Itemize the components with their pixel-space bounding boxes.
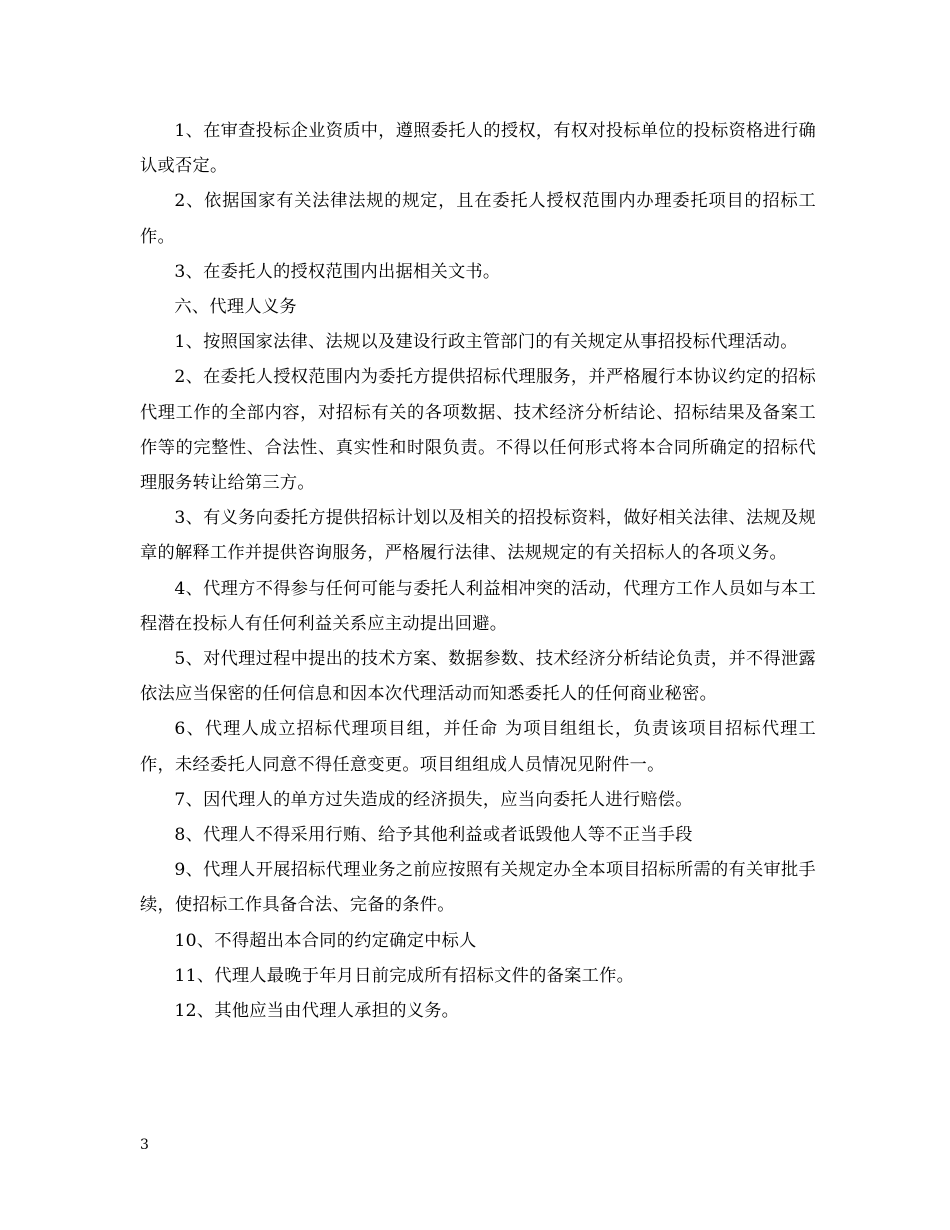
paragraph-scope-issue-documents: 3、在委托人的授权范围内出据相关文书。	[174, 261, 501, 282]
paragraph-scope-handle-tendering: 2、依据国家有关法律法规的规定，且在委托人授权范围内办理委托项目的招标工作。	[140, 191, 816, 247]
paragraph-obligation-3: 3、有义务向委托方提供招标计划以及相关的招投标资料，做好相关法律、法规及规章的解释工作并提供咨询服务，严格履行法律、法规规定的有关招标人的各项义务。	[140, 508, 816, 564]
paragraph-obligation-12: 12、其他应当由代理人承担的义务。	[174, 1001, 460, 1022]
paragraph-obligation-11: 11、代理人最晚于年月日前完成所有招标文件的备案工作。	[174, 965, 635, 986]
paragraph-obligation-5: 5、对代理过程中提出的技术方案、数据参数、技术经济分析结论负责，并不得泄露依法应当保密的任何信息和因本次代理活动而知悉委托人的任何商业秘密。	[140, 649, 816, 705]
paragraph-obligation-9: 9、代理人开展招标代理业务之前应按照有关规定办全本项目招标所需的有关审批手续，使招标工作具备合法、完备的条件。	[140, 860, 816, 916]
paragraph-obligation-6: 6、代理人成立招标代理项目组，并任命 为项目组组长，负责该项目招标代理工作，未经委托人同意不得任意变更。项目组组成人员情况见附件一。	[140, 719, 816, 775]
paragraph-obligation-8: 8、代理人不得采用行贿、给予其他利益或者诋毁他人等不正当手段	[174, 825, 693, 846]
paragraph-obligation-2: 2、在委托人授权范围内为委托方提供招标代理服务，并严格履行本协议约定的招标代理工作的全部内容，对招标有关的各项数据、技术经济分析结论、招标结果及备案工作等的完整性、合法性、真实性和时限负责。不得以任何形式将本合同所确定的招标代理服务转让给第三方。	[140, 367, 816, 494]
paragraph-obligation-7: 7、因代理人的单方过失造成的经济损失，应当向委托人进行赔偿。	[174, 789, 693, 810]
document-body	[140, 114, 816, 1029]
section-heading-agent-obligations: 六、代理人义务	[174, 297, 297, 318]
paragraph-scope-qualification-review: 1、在审查投标企业资质中，遵照委托人的授权，有权对投标单位的投标资格进行确认或否定。	[140, 121, 816, 177]
paragraph-obligation-1: 1、按照国家法律、法规以及建设行政主管部门的有关规定从事招投标代理活动。	[174, 332, 798, 353]
paragraph-obligation-4: 4、代理方不得参与任何可能与委托人利益相冲突的活动，代理方工作人员如与本工程潜在投标人有任何利益关系应主动提出回避。	[140, 578, 816, 634]
paragraph-obligation-10: 10、不得超出本合同的约定确定中标人	[174, 930, 477, 951]
page-number: 3	[140, 1137, 149, 1153]
